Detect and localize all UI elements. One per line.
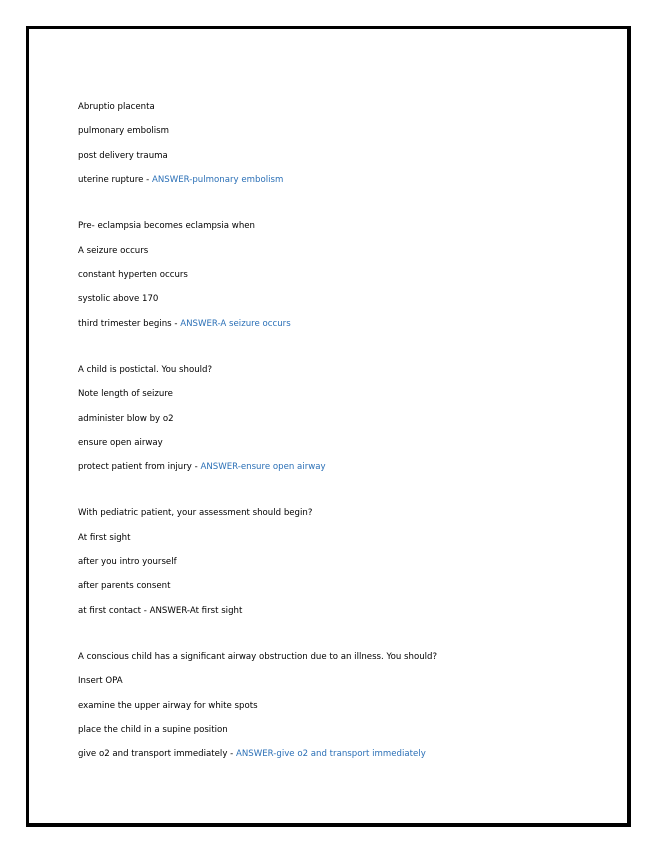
question-line: With pediatric patient, your assessment should begin? (78, 508, 313, 519)
question-line: Abruptio placenta (78, 102, 155, 112)
last-option-text: protect patient from injury - (78, 462, 201, 473)
question-block (78, 220, 618, 330)
last-option-text: third trimester begins - (78, 318, 181, 329)
option-line: after parents consent (78, 581, 171, 592)
last-option-line (78, 605, 618, 617)
question-line: A conscious child has a significant airway obstruction due to an illness. You should? (78, 651, 438, 662)
option-line: Insert OPA (78, 676, 123, 687)
option-line: A seizure occurs (78, 245, 149, 256)
last-option-line (78, 748, 618, 760)
last-option-line (78, 174, 618, 186)
question-block (78, 101, 618, 186)
option-line: systolic above 170 (78, 294, 159, 305)
option-line: constant hyperten occurs (78, 269, 188, 280)
option-line: administer blow by o2 (78, 413, 174, 424)
document-content (78, 101, 618, 794)
option-line: pulmonary embolism (78, 126, 169, 137)
answer-text: ANSWER-A seizure occurs (180, 318, 291, 329)
answer-text: ANSWER-give o2 and transport immediately (235, 749, 426, 760)
question-block (78, 651, 618, 761)
last-option-text: give o2 and transport immediately - (78, 749, 236, 760)
question-block (78, 507, 618, 617)
option-line: examine the upper airway for white spots (78, 700, 258, 711)
last-option-line (78, 318, 618, 330)
answer-text: ANSWER-ensure open airway (200, 462, 326, 473)
option-line: At first sight (78, 532, 131, 543)
question-line: Pre- eclampsia becomes eclampsia when (78, 221, 256, 232)
option-line: ensure open airway (78, 437, 163, 448)
option-line: place the child in a supine position (78, 725, 228, 736)
option-line: after you intro yourself (78, 557, 177, 568)
option-line: Note length of seizure (78, 389, 173, 400)
question-block (78, 364, 618, 474)
question-line: A child is postictal. You should? (78, 364, 213, 375)
option-line: post delivery trauma (78, 150, 168, 161)
answer-text: ANSWER-At first sight (149, 605, 243, 616)
last-option-text: at first contact - (78, 605, 150, 616)
last-option-line (78, 461, 618, 473)
answer-text: ANSWER-pulmonary embolism (151, 175, 284, 186)
last-option-text: uterine rupture - (78, 175, 152, 186)
